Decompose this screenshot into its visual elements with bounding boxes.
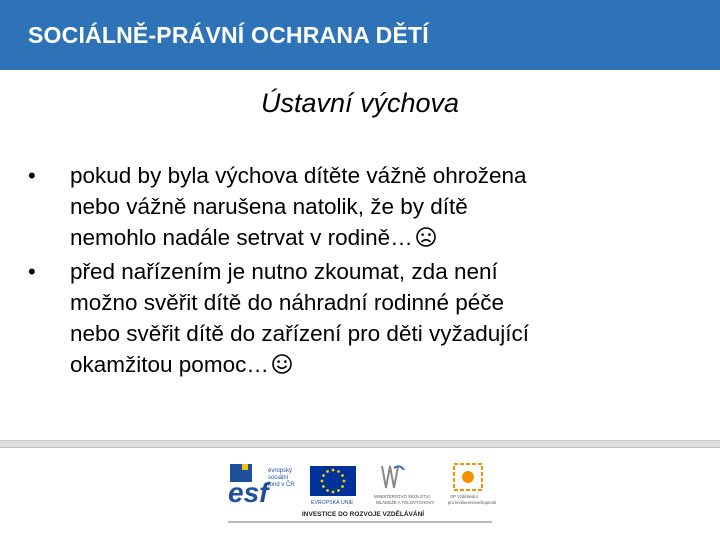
- op-vk-logo: [448, 464, 497, 505]
- msmt-logo: [374, 466, 435, 505]
- header-bar: [0, 0, 720, 70]
- bullet-line: [70, 349, 688, 383]
- sad-face-icon: [415, 225, 437, 256]
- bullet-line-text: okamžitou pomoc…: [70, 352, 269, 377]
- svg-text:sociální: sociální: [268, 475, 289, 481]
- bullet-text: [70, 256, 688, 383]
- bullet-line-text: nemohlo nadále setrvat v rodině…: [70, 225, 413, 250]
- bullet-line: pokud by byla výchova dítěte vážně ohrožena: [70, 163, 527, 188]
- bullet-item-1: [28, 160, 688, 256]
- bullet-line: [70, 222, 688, 256]
- eu-caption: EVROPSKÁ UNIE: [311, 500, 354, 506]
- bullet-line: nebo vážně narušena natolik, že by dítě: [70, 194, 468, 219]
- eu-flag-logo: [310, 466, 356, 506]
- bullet-item-2: [28, 256, 688, 383]
- investment-caption: INVESTICE DO ROZVOJE VZDĚLÁVÁNÍ: [302, 511, 425, 518]
- slide-subtitle: Ústavní výchova: [260, 88, 460, 118]
- svg-text:MINISTERSTVO ŠKOLSTVÍ,: MINISTERSTVO ŠKOLSTVÍ,: [374, 494, 431, 499]
- svg-text:fond v ČR: fond v ČR: [268, 482, 295, 488]
- bullet-line: před nařízením je nutno zkoumat, zda není: [70, 259, 498, 284]
- bullet-text: [70, 160, 688, 256]
- esf-logo: [228, 464, 295, 508]
- bullet-marker: •: [28, 259, 36, 284]
- svg-text:evropský: evropský: [268, 468, 293, 474]
- svg-text:MLÁDEŽE A TĚLOVÝCHOVY: MLÁDEŽE A TĚLOVÝCHOVY: [376, 500, 435, 505]
- bullet-line: nebo svěřit dítě do zařízení pro děti vyžadující: [70, 321, 529, 346]
- svg-text:pro konkurenceschopnost: pro konkurenceschopnost: [448, 500, 496, 505]
- svg-text:OP Vzdělávání: OP Vzdělávání: [450, 494, 478, 499]
- esf-logo-text: esf: [228, 477, 269, 508]
- eu-funding-logo-strip: [222, 458, 502, 528]
- header-title: SOCIÁLNĚ-PRÁVNÍ OCHRANA DĚTÍ: [28, 22, 429, 48]
- footer-divider: [0, 440, 720, 448]
- footer-logos: [222, 458, 502, 528]
- bullet-line: možno svěřit dítě do náhradní rodinné péče: [70, 290, 505, 315]
- bullet-marker: •: [28, 163, 36, 188]
- bullet-list: [28, 160, 688, 383]
- smiley-face-icon: [271, 352, 293, 383]
